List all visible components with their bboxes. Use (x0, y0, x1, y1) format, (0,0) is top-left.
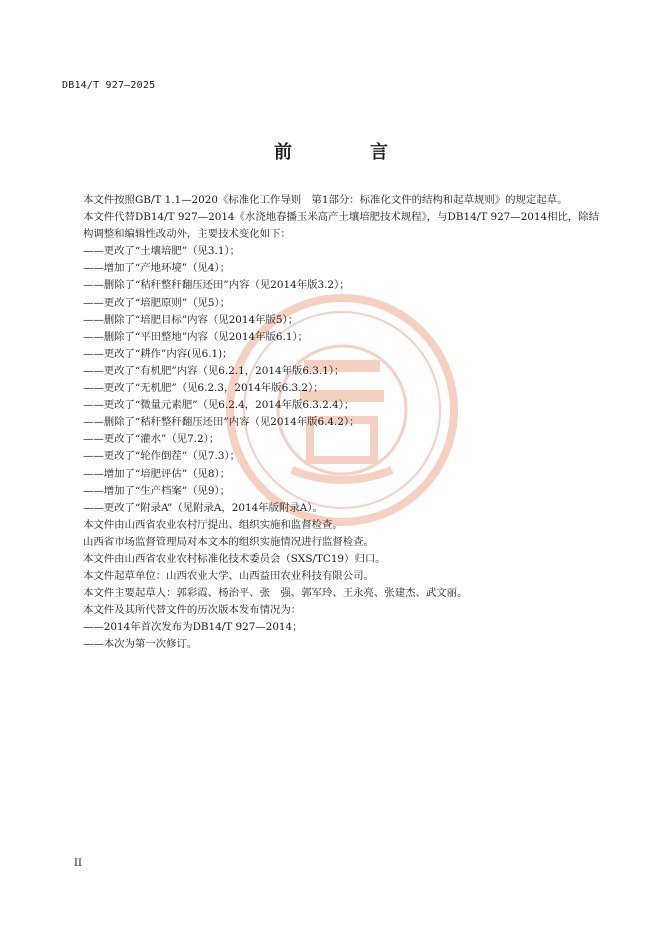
page-title: 前 言 (274, 142, 418, 163)
change-item: ——更改了“培肥原则”（见5）； (83, 296, 231, 309)
change-item: ——增加了“培肥评估”（见8）； (83, 467, 231, 480)
change-item: ——更改了“土壤培肥”（见3.1）； (83, 245, 241, 258)
foreword-body (62, 192, 602, 654)
change-item: ——更改了“耕作”内容(见6.1)； (83, 347, 233, 360)
change-item: ——删除了“培肥目标”内容（见2014年版5）； (83, 313, 299, 326)
change-item: ——删除了“秸秆整秆翻压还田”内容（见2014年版6.4.2）； (83, 416, 360, 429)
change-item: ——更改了“无机肥”（见6.2.3，2014年版6.3.2）； (83, 382, 324, 395)
change-item: ——删除了“秸秆整秆翻压还田”内容（见2014年版3.2）； (83, 279, 350, 292)
change-item: ——删除了“平田整地”内容（见2014年版6.1）； (83, 330, 309, 343)
document-code: DB14/T 927—2025 (62, 80, 156, 91)
change-item: ——更改了“轮作倒茬”（见7.3）； (83, 450, 241, 463)
paragraph: 本文件按照GB/T 1.1—2020《标准化工作导则 第1部分：标准化文件的结构和起草规则》的规定起草。 (83, 194, 568, 206)
paragraph: 本文件代替DB14/T 927—2014《水浇地春播玉米高产土壤培肥技术规程》，与DB14/T 927—2014相比，除结构调整和编辑性改动外，主要技术变化如下： (83, 211, 600, 241)
page-number: II (74, 858, 82, 869)
history-item: ——2014年首次发布为DB14/T 927—2014； (83, 621, 303, 634)
change-item: ——更改了“有机肥”内容（见6.2.1，2014年版6.3.1）； (83, 364, 345, 377)
info-line: 本文件由山西省农业农村标准化技术委员会（SXS/TC19）归口。 (83, 552, 386, 565)
history-item: ——本次为第一次修订。 (83, 638, 198, 651)
info-line: 本文件由山西省农业农村厅提出、组织实施和监督检查。 (83, 518, 343, 531)
info-line: 本文件起草单位：山西农业大学、山西益田农业科技有限公司。 (83, 570, 374, 583)
info-line: 山西省市场监督管理局对本文本的组织实施情况进行监督检查。 (83, 535, 374, 548)
info-line: 本文件主要起草人：郭彩霞、杨治平、张 强、郭军玲、王永亮、张建杰、武文丽。 (83, 587, 468, 600)
change-item: ——更改了“微量元素肥”（见6.2.4，2014年版6.3.2.4）； (83, 399, 355, 412)
change-item: ——更改了“灌水”（见7.2）； (83, 433, 220, 446)
info-line: 本文件及其所代替文件的历次版本发布情况为： (83, 604, 302, 617)
change-item: ——更改了“附录A”（见附录A，2014年版附录A）。 (83, 501, 323, 514)
change-item: ——增加了“产地环境”（见4）； (83, 262, 231, 275)
change-item: ——增加了“生产档案”（见9）； (83, 484, 231, 497)
